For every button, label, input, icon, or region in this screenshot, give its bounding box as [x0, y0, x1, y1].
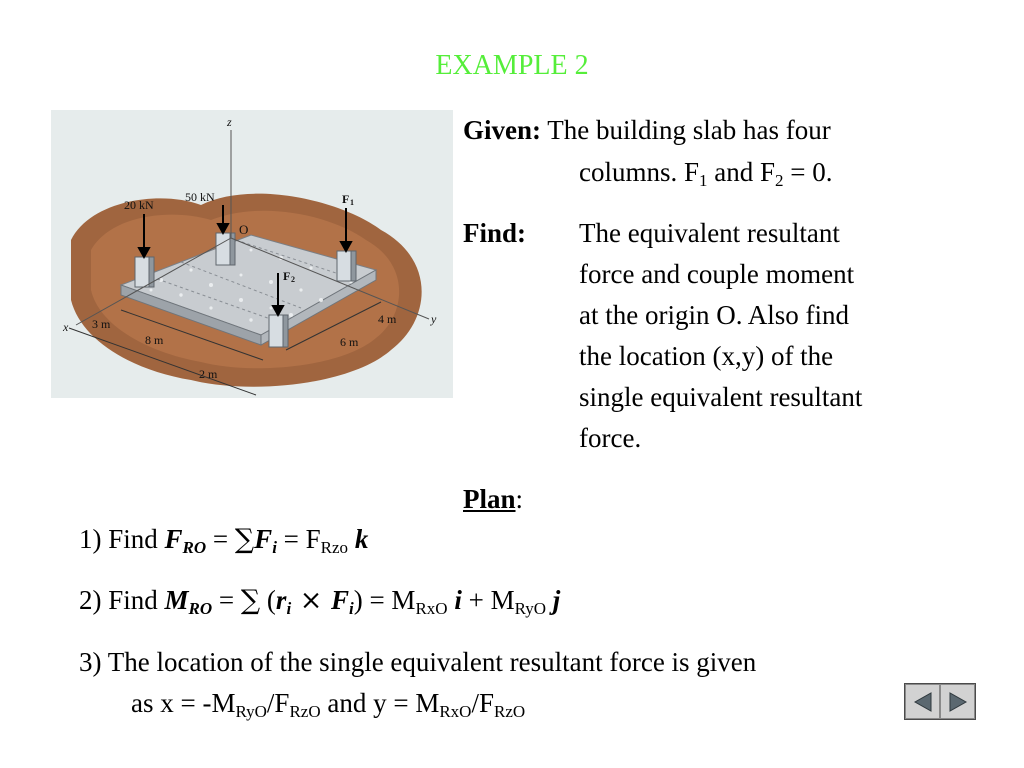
- dimension-3m: 3 m: [92, 317, 111, 331]
- next-slide-icon: [946, 690, 970, 714]
- find-line: single equivalent resultant: [579, 382, 863, 412]
- step3-p2: /F: [266, 688, 290, 718]
- step3-s1: RyO: [235, 702, 267, 721]
- load-20kn-label: 20 kN: [124, 198, 154, 212]
- step2-i: i: [447, 585, 462, 615]
- f2-subscript: 2: [291, 275, 295, 284]
- given-text-2b: and F: [707, 157, 776, 187]
- plan-step-3-line-2: [131, 683, 525, 723]
- step2-f: F: [330, 585, 349, 615]
- step2-mrx-sub: RxO: [415, 599, 448, 618]
- find-line: force and couple moment: [579, 259, 855, 289]
- step1-fro-sub: RO: [182, 538, 207, 557]
- given-label: Given:: [463, 115, 541, 145]
- plan-label: Plan: [463, 484, 516, 514]
- load-50kn-label: 50 kN: [185, 190, 215, 204]
- building-slab-figure: [51, 110, 453, 398]
- previous-slide-button[interactable]: [905, 684, 940, 719]
- step1-prefix: 1) Find: [79, 524, 165, 554]
- step2-j: j: [546, 585, 561, 615]
- y-axis-label: y: [431, 312, 437, 326]
- slide-navigation: [904, 683, 976, 720]
- step3-p3: and y = M: [320, 688, 440, 718]
- find-line: the location (x,y) of the: [579, 341, 834, 371]
- find-line: at the origin O. Also find: [579, 300, 849, 330]
- step1-fi: F: [254, 524, 273, 554]
- step1-eq2: = F: [276, 524, 321, 554]
- step2-close: ) = M: [353, 585, 416, 615]
- given-text-1: The building slab has four: [547, 115, 831, 145]
- step2-m: M: [164, 585, 189, 615]
- step2-m-sub: RO: [188, 599, 213, 618]
- step2-prefix: 2) Find: [79, 585, 165, 615]
- find-body: [579, 213, 862, 459]
- step3-s2: RzO: [289, 702, 321, 721]
- step1-fro: F: [164, 524, 183, 554]
- given-line-1: [463, 110, 831, 150]
- f2-label: F: [283, 269, 291, 283]
- dimension-6m: 6 m: [340, 335, 359, 349]
- plan-heading: [463, 479, 523, 519]
- find-line: force.: [579, 423, 642, 453]
- given-text-2c: = 0.: [783, 157, 833, 187]
- find-line: The equivalent resultant: [579, 218, 840, 248]
- step1-sum: ∑: [234, 524, 255, 555]
- step2-cross: ×: [291, 585, 331, 616]
- previous-slide-icon: [911, 690, 935, 714]
- step2-plus: + M: [461, 585, 515, 615]
- given-text-2a: columns. F: [579, 157, 700, 187]
- step1-k: k: [348, 524, 369, 554]
- given-sub-1: 1: [699, 171, 708, 190]
- step2-r-sub: i: [286, 599, 292, 618]
- step3-s4: RzO: [493, 702, 526, 721]
- slab-diagram: [51, 110, 453, 398]
- step1-eq: =: [206, 524, 235, 554]
- z-axis-label: z: [227, 115, 232, 129]
- find-label: Find:: [463, 218, 527, 248]
- step3-s3: RxO: [439, 702, 472, 721]
- plan-colon: :: [515, 484, 524, 514]
- step1-frzo-sub: Rzo: [320, 538, 349, 557]
- plan-step-2: [79, 580, 560, 621]
- plan-step-3: 3) The location of the single equivalent resultant force is given: [79, 647, 757, 677]
- step2-sum: ∑: [240, 585, 261, 616]
- step2-f-sub: i: [348, 599, 354, 618]
- x-axis-label: x: [63, 320, 69, 334]
- step2-open: (: [260, 585, 276, 615]
- step2-mry-sub: RyO: [514, 599, 547, 618]
- dimension-4m: 4 m: [378, 312, 397, 326]
- dimension-8m: 8 m: [145, 333, 164, 347]
- origin-label: O: [239, 222, 249, 237]
- dimension-2m: 2 m: [199, 367, 218, 381]
- plan-step-1: [79, 519, 368, 560]
- slide-title: EXAMPLE 2: [435, 50, 589, 81]
- step1-fi-sub: i: [272, 538, 277, 557]
- step2-r: r: [275, 585, 287, 615]
- next-slide-button[interactable]: [940, 684, 975, 719]
- f1-subscript: 1: [350, 198, 354, 207]
- f1-label: F: [342, 192, 350, 206]
- given-line-2: [579, 152, 833, 192]
- given-sub-2: 2: [775, 171, 784, 190]
- step3-p1: as x = -M: [131, 688, 236, 718]
- step2-eq: =: [212, 585, 241, 615]
- step3-p4: /F: [471, 688, 494, 718]
